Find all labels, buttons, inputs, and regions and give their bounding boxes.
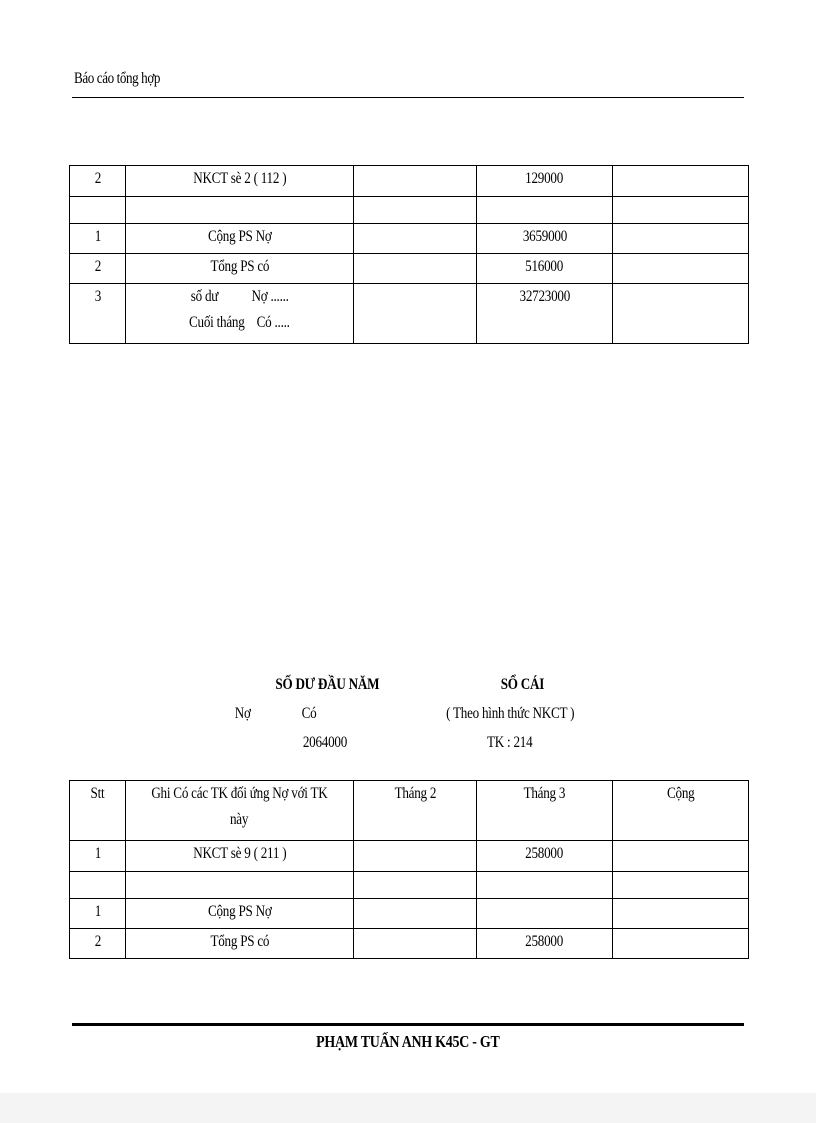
header-stt: Stt bbox=[70, 781, 126, 841]
header-divider bbox=[72, 97, 744, 98]
header-total: Cộng bbox=[613, 781, 749, 841]
cell-stt: 2 bbox=[70, 929, 126, 959]
cell-stt: 1 bbox=[70, 899, 126, 929]
cell-description: NKCT sè 9 ( 211 ) bbox=[126, 841, 354, 872]
cell-month3: 32723000 bbox=[477, 284, 613, 344]
table-row bbox=[70, 224, 749, 254]
cell-total bbox=[613, 224, 749, 254]
cell-total bbox=[613, 841, 749, 872]
cell-total bbox=[613, 284, 749, 344]
cell-stt bbox=[70, 197, 126, 224]
cell-month2 bbox=[354, 254, 477, 284]
cell-total bbox=[613, 899, 749, 929]
ledger-table-214 bbox=[69, 780, 749, 959]
table-header-row bbox=[70, 781, 749, 841]
closing-balance-line-2: Cuối tháng Có ..... bbox=[189, 314, 290, 331]
cell-total bbox=[613, 929, 749, 959]
footer-divider bbox=[72, 1023, 744, 1026]
closing-balance-line-1: số dư Nợ ...... bbox=[190, 288, 289, 305]
table-row bbox=[70, 284, 749, 344]
cell-description: Cộng PS Nợ bbox=[126, 899, 354, 929]
table-row bbox=[70, 929, 749, 959]
header-month2: Tháng 2 bbox=[354, 781, 477, 841]
header-description: Ghi Có các TK đối ứng Nợ với TK này bbox=[126, 781, 354, 841]
cell-stt: 1 bbox=[70, 224, 126, 254]
table-row bbox=[70, 841, 749, 872]
ledger-title: SỔ CÁI bbox=[500, 676, 544, 693]
cell-stt: 1 bbox=[70, 841, 126, 872]
opening-co-label: Có bbox=[301, 705, 317, 722]
table-row bbox=[70, 899, 749, 929]
cell-month3: 3659000 bbox=[477, 224, 613, 254]
cell-description: Tổng PS có bbox=[126, 929, 354, 959]
cell-total bbox=[613, 166, 749, 197]
ledger-subtitle: ( Theo hình thức NKCT ) bbox=[445, 705, 575, 722]
cell-month3 bbox=[477, 872, 613, 899]
cell-month3: 516000 bbox=[477, 254, 613, 284]
cell-month2 bbox=[354, 197, 477, 224]
cell-month2 bbox=[354, 872, 477, 899]
cell-description bbox=[126, 872, 354, 899]
header-month3: Tháng 3 bbox=[477, 781, 613, 841]
cell-month3 bbox=[477, 197, 613, 224]
opening-co-value: 2064000 bbox=[302, 734, 348, 751]
table-row bbox=[70, 254, 749, 284]
cell-month3 bbox=[477, 899, 613, 929]
cell-stt bbox=[70, 872, 126, 899]
cell-description: NKCT sè 2 ( 112 ) bbox=[126, 166, 354, 197]
cell-month3: 258000 bbox=[477, 841, 613, 872]
cell-description: Cộng PS Nợ bbox=[126, 224, 354, 254]
cell-description: Tổng PS có bbox=[126, 254, 354, 284]
table-row bbox=[70, 166, 749, 197]
ledger-table-112 bbox=[69, 165, 749, 344]
cell-month2 bbox=[354, 224, 477, 254]
opening-balance-title: SỐ DƯ ĐẦU NĂM bbox=[275, 676, 379, 693]
cell-total bbox=[613, 872, 749, 899]
cell-month2 bbox=[354, 166, 477, 197]
footer-author: PHẠM TUẤN ANH K45C - GT bbox=[316, 1032, 500, 1051]
cell-month3: 129000 bbox=[477, 166, 613, 197]
cell-description bbox=[126, 284, 354, 344]
cell-month2 bbox=[354, 841, 477, 872]
account-number: TK : 214 bbox=[487, 734, 533, 751]
cell-description bbox=[126, 197, 354, 224]
cell-month2 bbox=[354, 899, 477, 929]
page-header-title: Báo cáo tổng hợp bbox=[74, 70, 161, 87]
cell-stt: 3 bbox=[70, 284, 126, 344]
page-bottom-band bbox=[0, 1093, 816, 1123]
cell-month2 bbox=[354, 284, 477, 344]
table-row bbox=[70, 197, 749, 224]
cell-month3: 258000 bbox=[477, 929, 613, 959]
cell-total bbox=[613, 197, 749, 224]
opening-no-label: Nợ bbox=[235, 705, 251, 722]
table-row bbox=[70, 872, 749, 899]
cell-month2 bbox=[354, 929, 477, 959]
cell-stt: 2 bbox=[70, 254, 126, 284]
cell-total bbox=[613, 254, 749, 284]
cell-stt: 2 bbox=[70, 166, 126, 197]
